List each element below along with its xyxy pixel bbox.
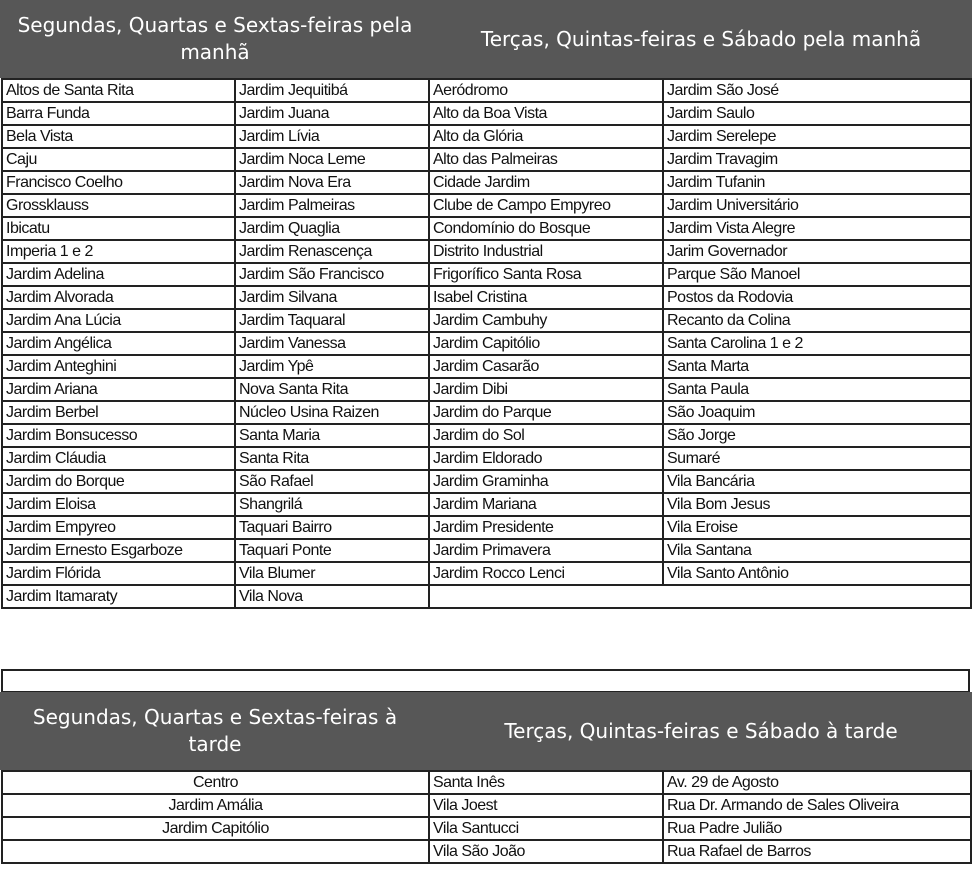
table-cell: Jardim Rocco Lenci xyxy=(429,562,663,585)
table-cell: Grossklauss xyxy=(2,194,235,217)
table-row xyxy=(2,840,971,863)
table-row xyxy=(2,585,971,608)
table-cell: Vila Bancária xyxy=(663,470,971,493)
table-cell: Jardim Mariana xyxy=(429,493,663,516)
table-cell: Jardim Noca Leme xyxy=(235,148,429,171)
table-cell: Jardim Berbel xyxy=(2,401,235,424)
table-row xyxy=(2,516,971,539)
table-row xyxy=(2,378,971,401)
table-cell: Santa Carolina 1 e 2 xyxy=(663,332,971,355)
table-cell: Jardim Ernesto Esgarboze xyxy=(2,539,235,562)
table-cell xyxy=(429,585,971,608)
table-cell: Vila Nova xyxy=(235,585,429,608)
table-cell: Clube de Campo Empyreo xyxy=(429,194,663,217)
table-cell: Jardim Capitólio xyxy=(429,332,663,355)
afternoon-header-left-text: Segundas, Quartas e Sextas-feiras à tarde xyxy=(32,705,398,756)
afternoon-schedule-table xyxy=(1,770,972,864)
table-row xyxy=(2,401,971,424)
table-cell: Jardim do Sol xyxy=(429,424,663,447)
table-cell: Jardim Eldorado xyxy=(429,447,663,470)
table-row xyxy=(2,771,971,794)
table-row xyxy=(2,125,971,148)
table-row xyxy=(2,217,971,240)
table-cell: Jardim Flórida xyxy=(2,562,235,585)
table-cell: Jardim Cambuhy xyxy=(429,309,663,332)
table-cell: Jardim Capitólio xyxy=(2,817,429,840)
table-row xyxy=(2,79,971,102)
table-cell: São Rafael xyxy=(235,470,429,493)
table-cell: Jardim Quaglia xyxy=(235,217,429,240)
table-cell: Jardim Adelina xyxy=(2,263,235,286)
table-cell: Postos da Rodovia xyxy=(663,286,971,309)
table-cell: Jardim Travagim xyxy=(663,148,971,171)
morning-header-right xyxy=(430,0,972,78)
table-cell: Jardim Empyreo xyxy=(2,516,235,539)
table-cell: Jardim Bonsucesso xyxy=(2,424,235,447)
afternoon-header-right-text: Terças, Quintas-feiras e Sábado à tarde xyxy=(504,718,898,743)
table-row xyxy=(2,332,971,355)
table-row xyxy=(2,493,971,516)
morning-schedule-table xyxy=(1,78,972,609)
table-cell: Vila Joest xyxy=(429,794,663,817)
morning-header-left-text: Segundas, Quartas e Sextas-feiras pela manhã xyxy=(17,13,413,64)
table-cell xyxy=(2,840,429,863)
table-cell: Jardim Amália xyxy=(2,794,429,817)
table-cell: Av. 29 de Agosto xyxy=(663,771,971,794)
table-spacer-row xyxy=(1,669,970,693)
table-cell: Jardim Universitário xyxy=(663,194,971,217)
table-cell: Núcleo Usina Raizen xyxy=(235,401,429,424)
table-row xyxy=(2,286,971,309)
table-cell: Vila Santana xyxy=(663,539,971,562)
table-cell: Jardim Serelepe xyxy=(663,125,971,148)
table-cell: Vila São João xyxy=(429,840,663,863)
table-cell: Jardim Taquaral xyxy=(235,309,429,332)
table-row xyxy=(2,148,971,171)
table-cell: Shangrilá xyxy=(235,493,429,516)
table-cell: Ibicatu xyxy=(2,217,235,240)
table-cell: Jardim Itamaraty xyxy=(2,585,235,608)
table-cell: Jardim Presidente xyxy=(429,516,663,539)
table-cell: Jardim Lívia xyxy=(235,125,429,148)
table-cell: Caju xyxy=(2,148,235,171)
table-cell: Jardim Alvorada xyxy=(2,286,235,309)
table-cell: Aeródromo xyxy=(429,79,663,102)
table-cell: Jardim Palmeiras xyxy=(235,194,429,217)
table-cell: Jardim Silvana xyxy=(235,286,429,309)
table-cell: Santa Rita xyxy=(235,447,429,470)
table-row xyxy=(2,171,971,194)
table-cell: Vila Santo Antônio xyxy=(663,562,971,585)
table-cell: Santa Inês xyxy=(429,771,663,794)
afternoon-header-right xyxy=(430,692,972,770)
table-cell: Jardim Angélica xyxy=(2,332,235,355)
table-row xyxy=(2,562,971,585)
table-cell: Jardim Primavera xyxy=(429,539,663,562)
table-cell: Sumaré xyxy=(663,447,971,470)
table-cell: Centro xyxy=(2,771,429,794)
table-cell: Jardim Juana xyxy=(235,102,429,125)
table-cell: Rua Rafael de Barros xyxy=(663,840,971,863)
table-cell: Jardim Casarão xyxy=(429,355,663,378)
table-cell: Jardim Graminha xyxy=(429,470,663,493)
table-cell: Recanto da Colina xyxy=(663,309,971,332)
table-row xyxy=(2,240,971,263)
table-cell: Jardim Ariana xyxy=(2,378,235,401)
table-cell: Santa Maria xyxy=(235,424,429,447)
table-cell: Santa Marta xyxy=(663,355,971,378)
table-cell: Vila Bom Jesus xyxy=(663,493,971,516)
table-cell: Jardim Ana Lúcia xyxy=(2,309,235,332)
table-row xyxy=(2,309,971,332)
afternoon-header-left xyxy=(0,692,430,770)
table-cell: Jardim São José xyxy=(663,79,971,102)
table-cell: Jardim do Parque xyxy=(429,401,663,424)
table-cell: Jardim Ypê xyxy=(235,355,429,378)
table-cell: Jardim Dibi xyxy=(429,378,663,401)
table-cell: Alto das Palmeiras xyxy=(429,148,663,171)
table-cell: Jardim Renascença xyxy=(235,240,429,263)
table-cell: Jardim Jequitibá xyxy=(235,79,429,102)
table-cell: Cidade Jardim xyxy=(429,171,663,194)
table-cell: Nova Santa Rita xyxy=(235,378,429,401)
table-cell: Jardim do Borque xyxy=(2,470,235,493)
table-cell: Jardim Vanessa xyxy=(235,332,429,355)
table-row xyxy=(2,794,971,817)
table-row xyxy=(2,355,971,378)
table-cell: Imperia 1 e 2 xyxy=(2,240,235,263)
table-cell: Taquari Ponte xyxy=(235,539,429,562)
table-cell: Jardim Cláudia xyxy=(2,447,235,470)
table-cell: Vila Eroise xyxy=(663,516,971,539)
table-cell: Alto da Boa Vista xyxy=(429,102,663,125)
table-cell: Jardim Eloisa xyxy=(2,493,235,516)
table-cell: Santa Paula xyxy=(663,378,971,401)
table-cell: Condomínio do Bosque xyxy=(429,217,663,240)
table-row xyxy=(2,447,971,470)
table-cell: Rua Dr. Armando de Sales Oliveira xyxy=(663,794,971,817)
table-row xyxy=(2,102,971,125)
table-cell: Jardim Vista Alegre xyxy=(663,217,971,240)
table-cell: São Joaquim xyxy=(663,401,971,424)
table-cell: Parque São Manoel xyxy=(663,263,971,286)
table-cell: Alto da Glória xyxy=(429,125,663,148)
table-cell: Taquari Bairro xyxy=(235,516,429,539)
table-row xyxy=(2,470,971,493)
table-cell: Frigorífico Santa Rosa xyxy=(429,263,663,286)
table-cell: Barra Funda xyxy=(2,102,235,125)
table-row xyxy=(2,424,971,447)
table-cell: Distrito Industrial xyxy=(429,240,663,263)
morning-header-right-text: Terças, Quintas-feiras e Sábado pela manhã xyxy=(480,26,922,51)
table-cell: Isabel Cristina xyxy=(429,286,663,309)
table-cell: Jardim São Francisco xyxy=(235,263,429,286)
table-cell: Jardim Tufanin xyxy=(663,171,971,194)
morning-header-left xyxy=(0,0,430,78)
table-cell: Jardim Saulo xyxy=(663,102,971,125)
table-cell: São Jorge xyxy=(663,424,971,447)
table-row xyxy=(2,263,971,286)
table-cell: Altos de Santa Rita xyxy=(2,79,235,102)
table-row xyxy=(2,817,971,840)
table-row xyxy=(2,539,971,562)
table-cell: Jarim Governador xyxy=(663,240,971,263)
table-cell: Rua Padre Julião xyxy=(663,817,971,840)
table-cell: Bela Vista xyxy=(2,125,235,148)
table-cell: Vila Blumer xyxy=(235,562,429,585)
table-row xyxy=(2,194,971,217)
table-cell: Francisco Coelho xyxy=(2,171,235,194)
table-cell: Vila Santucci xyxy=(429,817,663,840)
table-cell: Jardim Nova Era xyxy=(235,171,429,194)
table-cell: Jardim Anteghini xyxy=(2,355,235,378)
